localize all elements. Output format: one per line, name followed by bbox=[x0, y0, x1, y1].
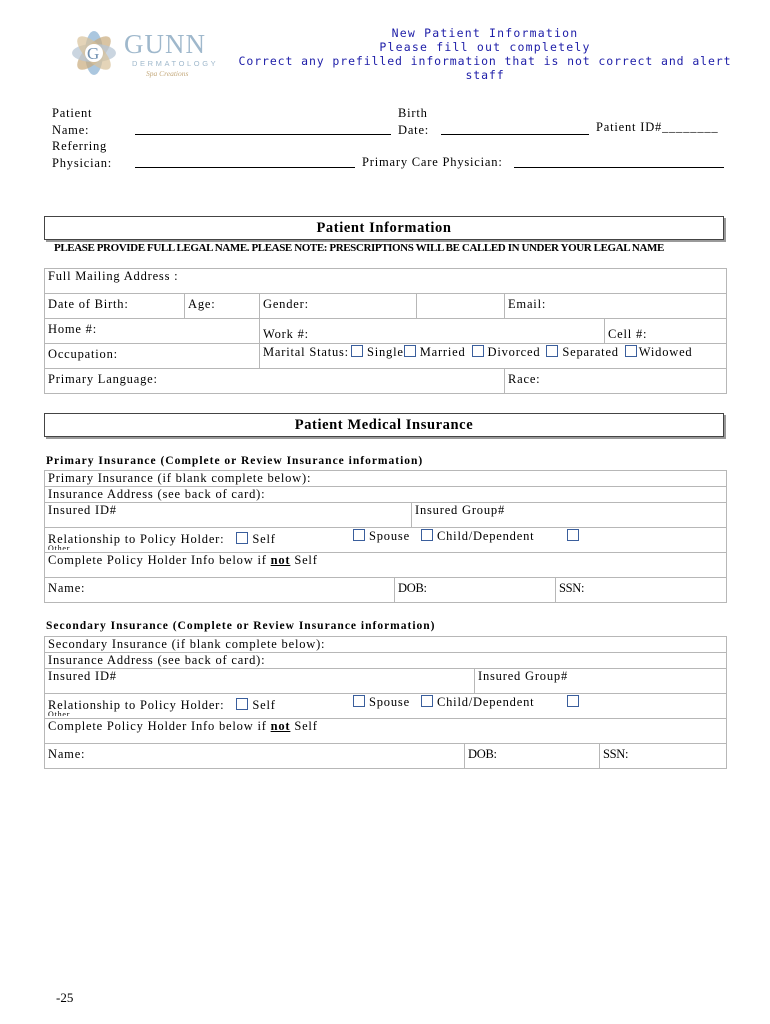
secondary-child-checkbox[interactable] bbox=[421, 695, 433, 707]
primary-insured-group-field[interactable]: Insured Group# bbox=[412, 503, 727, 528]
date-label: Date: bbox=[398, 122, 430, 137]
primary-insurance-table bbox=[44, 470, 727, 603]
patient-information-header: Patient Information bbox=[44, 216, 724, 240]
header-instruction: Please fill out completely bbox=[379, 40, 591, 54]
separated-label: Separated bbox=[562, 345, 619, 359]
widowed-label: Widowed bbox=[638, 345, 693, 359]
divorced-label: Divorced bbox=[487, 345, 541, 359]
secondary-insurance-table bbox=[44, 636, 727, 769]
secondary-other-checkbox[interactable] bbox=[567, 695, 579, 707]
primary-holder-ssn-field[interactable]: SSN: bbox=[556, 578, 727, 603]
primary-policy-holder-note: Complete Policy Holder Info below if not Self bbox=[45, 553, 727, 578]
secondary-insurance-address-field[interactable]: Insurance Address (see back of card): bbox=[45, 653, 727, 669]
pcp-label: Primary Care Physician: bbox=[362, 155, 503, 169]
occupation-field[interactable]: Occupation: bbox=[45, 344, 260, 369]
logo bbox=[62, 22, 222, 84]
secondary-relationship-row bbox=[45, 694, 727, 719]
primary-other-checkbox[interactable] bbox=[567, 529, 579, 541]
marital-status-group bbox=[260, 344, 727, 369]
primary-spouse-label: Spouse bbox=[369, 529, 410, 543]
gender-value[interactable] bbox=[417, 294, 505, 319]
email-field[interactable]: Email: bbox=[505, 294, 727, 319]
primary-holder-dob-field[interactable]: DOB: bbox=[395, 578, 556, 603]
secondary-policy-holder-note: Complete Policy Holder Info below if not Self bbox=[45, 719, 727, 744]
secondary-self-label: Self bbox=[252, 698, 276, 712]
secondary-insured-id-field[interactable]: Insured ID# bbox=[45, 669, 475, 694]
secondary-insurance-heading: Secondary Insurance (Complete or Review Insurance information) bbox=[46, 620, 436, 632]
referring-label: Referring bbox=[52, 139, 108, 153]
primary-relationship-label: Relationship to Policy Holder: bbox=[48, 532, 225, 546]
secondary-holder-name-field[interactable]: Name: bbox=[45, 744, 465, 769]
page-number: -25 bbox=[56, 990, 74, 1005]
married-checkbox[interactable] bbox=[404, 345, 416, 357]
secondary-insured-group-field[interactable]: Insured Group# bbox=[475, 669, 727, 694]
primary-relationship-row bbox=[45, 528, 727, 553]
primary-self-label: Self bbox=[252, 532, 276, 546]
gender-field[interactable]: Gender: bbox=[260, 294, 417, 319]
dob-field[interactable]: Date of Birth: bbox=[45, 294, 185, 319]
work-phone-field[interactable]: Work #: bbox=[260, 319, 605, 344]
divorced-checkbox[interactable] bbox=[472, 345, 484, 357]
medical-insurance-header: Patient Medical Insurance bbox=[44, 413, 724, 437]
primary-self-checkbox[interactable] bbox=[236, 532, 248, 544]
logo-flower-icon bbox=[62, 22, 126, 84]
secondary-self-checkbox[interactable] bbox=[236, 698, 248, 710]
svg-text:G: G bbox=[87, 44, 100, 63]
patient-label: Patient bbox=[52, 106, 93, 120]
header-title: New Patient Information bbox=[391, 26, 579, 40]
primary-insurance-name-field[interactable]: Primary Insurance (if blank complete below): bbox=[45, 471, 727, 487]
physician-label: Physician: bbox=[52, 155, 113, 170]
widowed-checkbox[interactable] bbox=[625, 345, 637, 357]
secondary-spouse-checkbox[interactable] bbox=[353, 695, 365, 707]
name-label: Name: bbox=[52, 122, 90, 137]
single-label: Single bbox=[366, 345, 404, 359]
pcp-field[interactable] bbox=[514, 167, 724, 168]
primary-other-label: Other bbox=[48, 545, 71, 550]
birth-label: Birth bbox=[398, 106, 428, 120]
primary-holder-name-field[interactable]: Name: bbox=[45, 578, 395, 603]
primary-child-checkbox[interactable] bbox=[421, 529, 433, 541]
secondary-child-label: Child/Dependent bbox=[437, 695, 535, 709]
secondary-spouse-label: Spouse bbox=[369, 695, 410, 709]
secondary-other-label: Other bbox=[48, 711, 71, 716]
race-field[interactable]: Race: bbox=[505, 369, 727, 394]
age-field[interactable]: Age: bbox=[185, 294, 260, 319]
logo-brand: GUNN bbox=[124, 29, 206, 59]
secondary-insurance-name-field[interactable]: Secondary Insurance (if blank complete below): bbox=[45, 637, 727, 653]
primary-insurance-heading: Primary Insurance (Complete or Review Insurance information) bbox=[46, 455, 424, 467]
primary-insurance-address-field[interactable]: Insurance Address (see back of card): bbox=[45, 487, 727, 503]
primary-insured-id-field[interactable]: Insured ID# bbox=[45, 503, 412, 528]
logo-sub: DERMATOLOGY bbox=[132, 59, 219, 68]
separated-checkbox[interactable] bbox=[546, 345, 558, 357]
patient-info-table bbox=[44, 268, 727, 394]
patient-id-field[interactable]: Patient ID#________ bbox=[596, 120, 719, 134]
home-phone-field[interactable]: Home #: bbox=[45, 319, 260, 344]
single-checkbox[interactable] bbox=[351, 345, 363, 357]
primary-spouse-checkbox[interactable] bbox=[353, 529, 365, 541]
marital-status-label: Marital Status: bbox=[263, 345, 349, 359]
legal-name-note: PLEASE PROVIDE FULL LEGAL NAME. PLEASE NOTE: PRESCRIPTIONS WILL BE CALLED IN UNDER YOUR LEGAL NAME bbox=[54, 242, 664, 254]
mailing-address-field[interactable]: Full Mailing Address : bbox=[45, 269, 727, 294]
birth-date-field[interactable] bbox=[441, 134, 589, 135]
header-note: Correct any prefilled information that is not correct and alert staff bbox=[238, 54, 732, 82]
cell-phone-field[interactable]: Cell #: bbox=[605, 319, 727, 344]
primary-child-label: Child/Dependent bbox=[437, 529, 535, 543]
secondary-holder-dob-field[interactable]: DOB: bbox=[465, 744, 600, 769]
logo-script: Spa Creations bbox=[146, 69, 189, 78]
referring-physician-field[interactable] bbox=[135, 167, 355, 168]
married-label: Married bbox=[419, 345, 466, 359]
primary-language-field[interactable]: Primary Language: bbox=[45, 369, 505, 394]
patient-name-field[interactable] bbox=[135, 134, 391, 135]
secondary-relationship-label: Relationship to Policy Holder: bbox=[48, 698, 225, 712]
secondary-holder-ssn-field[interactable]: SSN: bbox=[600, 744, 727, 769]
